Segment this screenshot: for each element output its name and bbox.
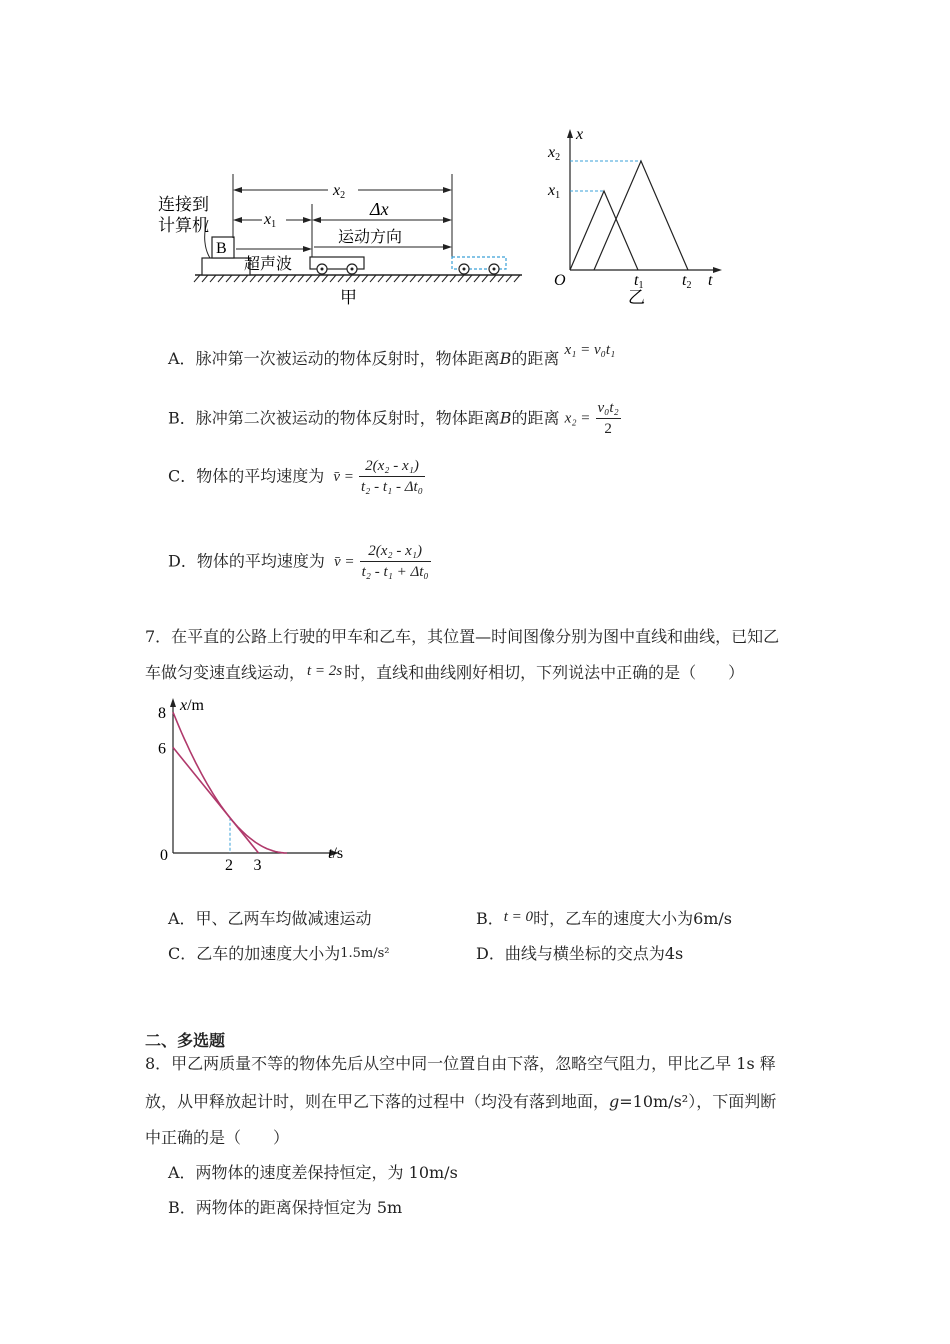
formula-a: x₁ = v₀t₁ xyxy=(564,342,616,358)
q6-option-a: A．脉冲第一次被运动的物体反射时，物体距离B的距离 x₁ = v₀t₁ xyxy=(168,342,616,368)
q7-option-d: D．曲线与横坐标的交点为4s xyxy=(476,944,684,963)
label-direction: 运动方向 xyxy=(338,227,403,246)
q8-option-a: A．两物体的速度差保持恒定，为 10m/s xyxy=(168,1163,458,1182)
q7-option-b: B．t = 0时，乙车的速度大小为6m/s xyxy=(476,909,733,928)
origin-tick: 0 xyxy=(160,847,168,864)
formula-d: $\frac{\text{2(x₂ - x₁)}}{\text{t₂ - t₁ + Δt₀}}$ xyxy=(361,543,429,580)
origin-label: O xyxy=(554,272,566,289)
q6-option-c: C．物体的平均速度为 v̄ = $\frac{\text{2(x₂ - x₁)}}{\text{t₂ - t₁ - Δt₀}}$ xyxy=(168,458,423,495)
axis-t-label: t xyxy=(708,272,713,289)
label-x2: x2 xyxy=(333,182,346,201)
pulse-2 xyxy=(594,161,688,270)
y-axis-label: x/m xyxy=(180,697,204,714)
q6-option-b: B．脉冲第二次被运动的物体反射时，物体距离B的距离 x₂ = $\frac{\text{v₀t₂}}{2}$ xyxy=(168,400,619,437)
y-tick-8: 8 xyxy=(158,705,166,723)
x-axis-label: t/s xyxy=(328,845,344,862)
q7-option-c: C．乙车的加速度大小为1.5m/s² xyxy=(168,944,390,963)
q8-option-b: B．两物体的距离保持恒定为 5m xyxy=(168,1198,403,1217)
formula-b: $\frac{\text{v₀t₂}}{2}$ xyxy=(597,400,619,437)
q8-line-1: 8．甲乙两质量不等的物体先后从空中同一位置自由下落，忽略空气阻力，甲比乙早 1s 释 xyxy=(145,1054,776,1073)
figure-jia xyxy=(150,160,530,310)
caption-yi: 乙 xyxy=(628,288,645,308)
label-t1: t1 xyxy=(634,272,644,291)
sensor-b-label: B xyxy=(216,240,227,257)
x-tick-2: 2 xyxy=(225,857,233,874)
q6-option-d: D．物体的平均速度为 v̄ = $\frac{\text{2(x₂ - x₁)}}{\text{t₂ - t₁ + Δt₀}}$ xyxy=(168,543,429,580)
label-dx: Δx xyxy=(370,199,389,219)
y-tick-6: 6 xyxy=(158,740,166,758)
pulse-1 xyxy=(570,191,638,270)
q7-chart xyxy=(150,690,360,875)
connect-label-2: 计算机 xyxy=(158,216,209,236)
q7-line-2: 车做匀变速直线运动， t = 2s 时，直线和曲线刚好相切，下列说法中正确的是（ ） xyxy=(145,663,745,682)
label-t2: t2 xyxy=(682,272,692,291)
q8-line-2: 放，从甲释放起计时，则在甲乙下落的过程中（均没有落到地面，g=10m/s²），下面判断 xyxy=(145,1092,777,1111)
label-x2-yi: x2 xyxy=(548,144,561,163)
label-x1-yi: x1 xyxy=(548,182,561,201)
label-x1: x1 xyxy=(264,211,277,230)
figure-yi xyxy=(540,125,730,310)
formula-c: $\frac{\text{2(x₂ - x₁)}}{\text{t₂ - t₁ - Δt₀}}$ xyxy=(360,458,423,495)
sensor-base xyxy=(202,258,250,275)
q8-line-3: 中正确的是（ ） xyxy=(145,1128,290,1147)
section-title: 二、多选题 xyxy=(145,1031,226,1050)
y-axis-arrow xyxy=(170,698,176,707)
x-tick-3: 3 xyxy=(253,857,262,874)
connect-label-1: 连接到 xyxy=(158,195,209,215)
label-wave: 超声波 xyxy=(244,254,293,273)
q7-option-a: A．甲、乙两车均做减速运动 xyxy=(168,909,372,928)
ground-hatch xyxy=(194,275,520,282)
q7-line-1: 7．在平直的公路上行驶的甲车和乙车，其位置—时间图像分别为图中直线和曲线，已知乙 xyxy=(145,627,780,646)
axis-x-label: x xyxy=(576,126,584,143)
caption-jia: 甲 xyxy=(340,288,357,308)
series-line-jia xyxy=(173,747,259,853)
series-curve-yi xyxy=(173,712,287,853)
